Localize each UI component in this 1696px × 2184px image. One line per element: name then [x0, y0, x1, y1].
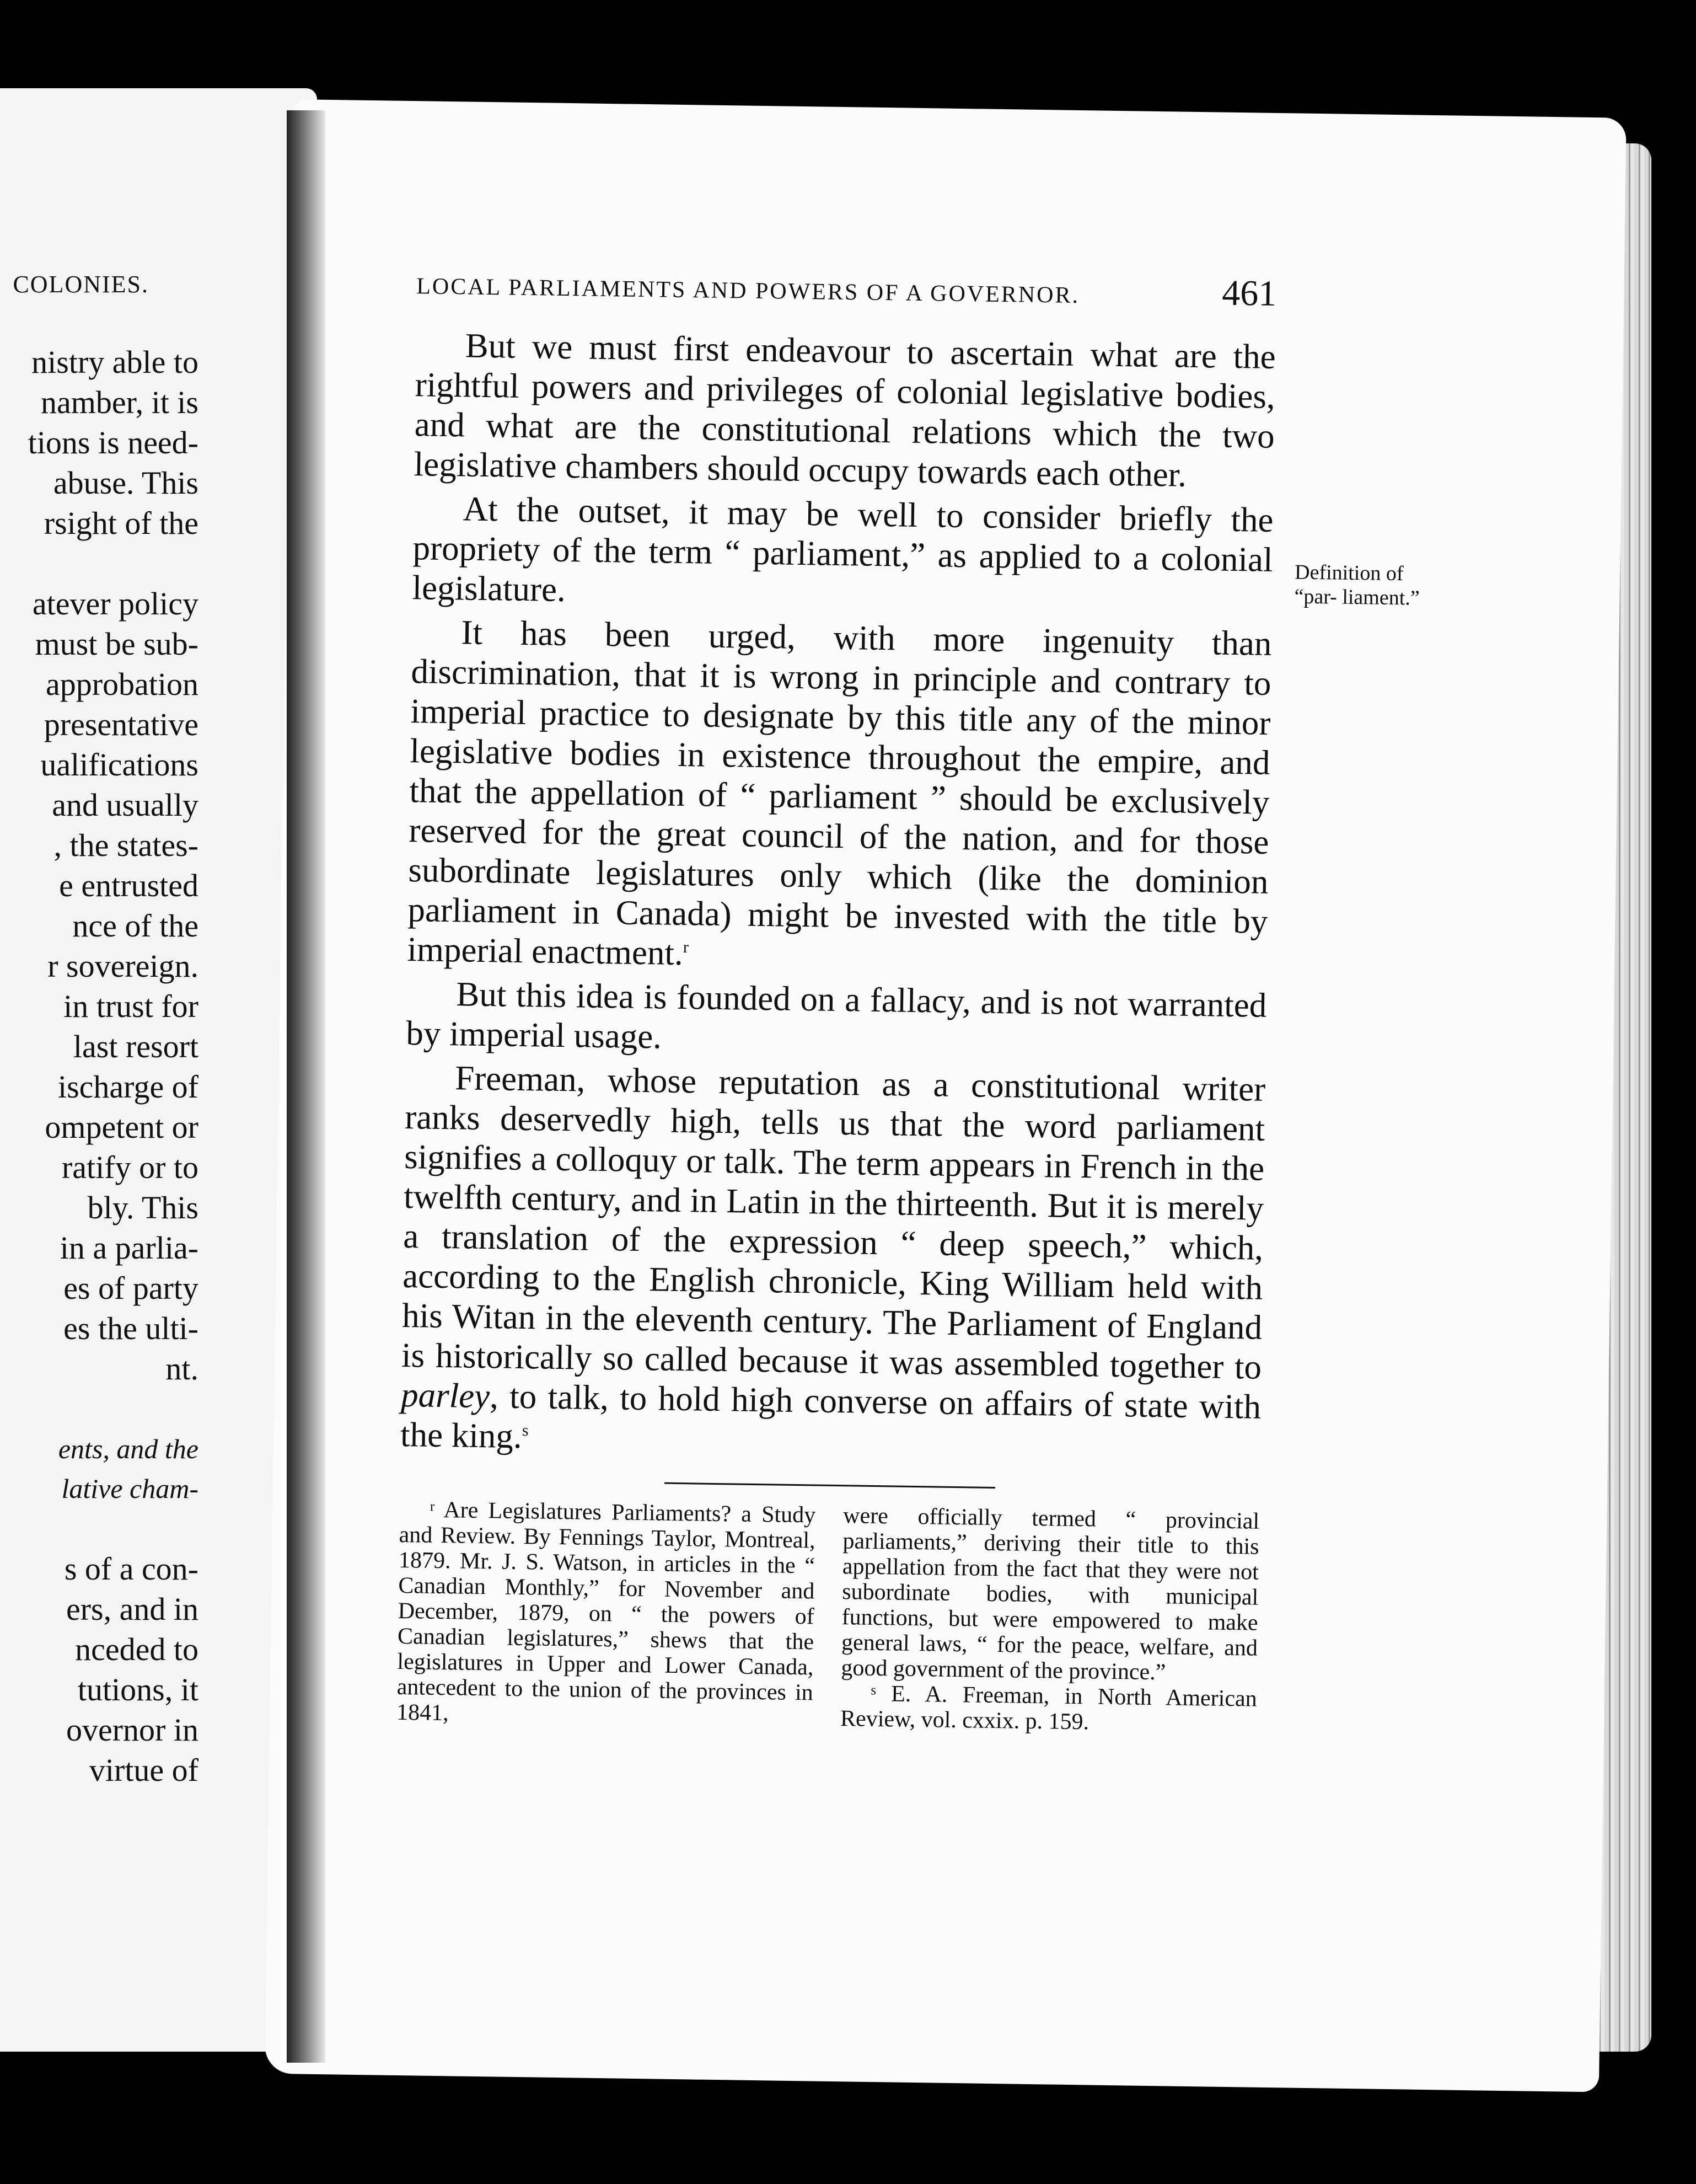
left-line: last resort	[73, 1029, 198, 1064]
left-line: overnor in	[66, 1712, 198, 1748]
left-line: in trust for	[63, 988, 198, 1024]
left-line: ualifications	[40, 747, 198, 783]
footnote-column	[396, 1497, 816, 1731]
left-italic-line: ents, and the	[58, 1433, 198, 1464]
footnote-column	[840, 1503, 1260, 1737]
left-italic-line: lative cham-	[61, 1473, 198, 1504]
paragraph-text: It has been urged, with more ingenuity than discrimination, that it is wrong in principle and contrary to imperial practice to designate by this title any of the minor legislative bodies in existence throughout the empire, and that the appellation of “ parliament ” should be exclusively reserved for the great council of the nation, and for those subordinate legislatures only which (like the dominion parliament in Canada) might be invested with the title by imperial enactment.	[407, 613, 1272, 973]
paragraph-freeman	[400, 1057, 1266, 1466]
left-line: tions is need-	[28, 425, 198, 461]
left-line: s of a con-	[64, 1551, 198, 1587]
italic-word: parley	[400, 1375, 490, 1416]
left-line: rsight of the	[44, 505, 198, 541]
paragraph: But this idea is founded on a fallacy, and is not warranted by imperial usage.	[405, 975, 1267, 1056]
footnote-mark: r	[683, 938, 689, 957]
paragraph: But we must first endeavour to ascertain what are the rightful powers and privileges of colonial legislative bodies, and what are the constitutional relations which the two legislative chambers should occupy towards each other.	[414, 326, 1276, 494]
left-line: approbation	[45, 666, 198, 702]
left-line: , the states-	[53, 827, 198, 863]
paragraph-text: , to talk, to hold high converse on affairs of state with the king.	[400, 1377, 1262, 1456]
left-line: ompetent or	[45, 1109, 198, 1145]
left-line: must be sub-	[35, 626, 198, 662]
left-line: virtue of	[89, 1752, 198, 1788]
left-line: nceded to	[75, 1631, 198, 1667]
paragraph	[407, 612, 1272, 981]
left-line: e entrusted	[59, 868, 198, 903]
margin-note: Definition of “par- liament.”	[1294, 560, 1420, 610]
right-page	[265, 99, 1627, 2092]
left-line: tutions, it	[77, 1672, 198, 1707]
left-line: namber, it is	[40, 384, 198, 420]
left-line: bly. This	[87, 1190, 198, 1225]
left-line: nistry able to	[31, 344, 198, 380]
paragraph-text: Freeman, whose reputation as a constitutional writer ranks deservedly high, tells us that the word parliament signifies a colloquy or talk. The term appears in French in the twelfth century, and in Latin in the thirteenth. But it is merely a translation of the expression “ deep speech,” which, according to the English chronicle, King William held with his Witan in the eleventh century. The Parliament of England is historically so called because it was assembled together to	[401, 1058, 1266, 1387]
left-line: es of party	[63, 1270, 198, 1306]
paragraph: At the outset, it may be well to consider briefly the propriety of the term “ parliament,” as applied to a colonial legislature.	[412, 489, 1274, 609]
footnote-rule	[664, 1482, 995, 1489]
left-line: es the ulti-	[63, 1310, 198, 1346]
left-line: nce of the	[72, 908, 198, 944]
left-line: abuse. This	[53, 465, 198, 501]
footnote: were officially termed “ provincial parliaments,” deriving their title to this appellation from the fact that they were not subordinate bodies, with municipal functions, but were empowered to make general laws, “ for the peace, welfare, and good government of the province.”	[841, 1503, 1260, 1685]
left-line: and usually	[52, 787, 198, 823]
left-running-head: COLONIES.	[13, 271, 149, 298]
left-line: nt.	[165, 1351, 198, 1387]
running-head	[416, 261, 1277, 315]
running-title: LOCAL PARLIAMENTS AND POWERS OF A GOVERNOR.	[416, 274, 1080, 308]
book-spine-shadow	[287, 110, 325, 2063]
footnote: ʳ Are Legislatures Parliaments? a Study and Review. By Fennings Taylor, Montreal, 1879. Mr. J. S. Watson, in articles in the “ Canadian Monthly,” for November and December, 1879, on “ the powers of Canadian legislatures,” shews that the legislatures in Upper and Lower Canada, antecedent to the union of the provinces in 1841,	[396, 1497, 816, 1726]
footnote-mark: s	[522, 1421, 529, 1440]
footnote: ˢ E. A. Freeman, in North American Review, vol. cxxix. p. 159.	[840, 1680, 1257, 1735]
left-page-text	[28, 342, 198, 1790]
left-line: ratify or to	[61, 1149, 198, 1185]
left-line: ers, and in	[66, 1591, 198, 1627]
page-number: 461	[1221, 272, 1277, 314]
left-line: in a parlia-	[60, 1230, 198, 1266]
left-line: presentative	[44, 706, 198, 742]
footnotes	[396, 1497, 1260, 1737]
left-line: r sovereign.	[47, 948, 198, 984]
left-line: ischarge of	[58, 1069, 198, 1105]
page-content	[396, 261, 1277, 1737]
left-line: atever policy	[32, 586, 198, 622]
